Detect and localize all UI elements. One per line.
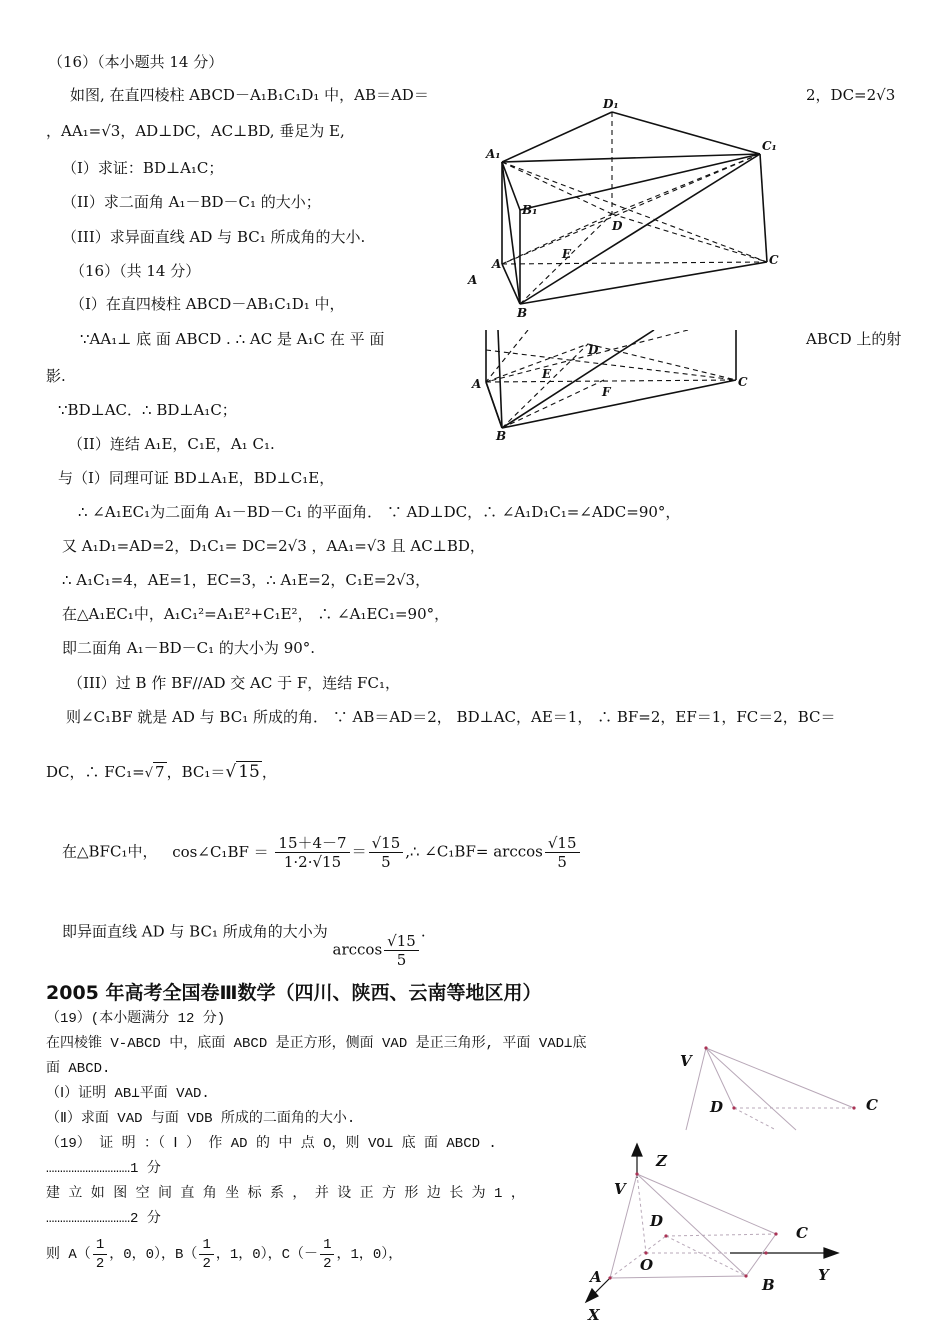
label-D: D — [650, 1212, 664, 1230]
solution-16-line: （II）连结 A₁E，C₁E，A₁ C₁. — [68, 435, 275, 453]
label-A: A — [492, 257, 502, 271]
label-A: A — [590, 1268, 602, 1286]
problem-16-question-3: （III）求异面直线 AD 与 BC₁ 所成角的大小. — [62, 228, 366, 246]
problem-19-score-1: …………………………1 分 — [46, 1161, 161, 1177]
label-B: B — [517, 306, 528, 320]
label-D1: D₁ — [603, 97, 619, 111]
label-C: C — [738, 375, 748, 389]
label-Z: Z — [656, 1152, 667, 1170]
exam-2005-heading: 2005 年高考全国卷Ⅲ数学（四川、陕西、云南等地区用） — [46, 982, 542, 1004]
solution-16-line-end: ABCD 上的射 — [806, 330, 902, 348]
problem-19-stem-2: 面 ABCD. — [46, 1061, 111, 1077]
problem-16-stem-1-end: 2，DC=2√3 — [806, 86, 896, 104]
label-C1: C₁ — [762, 139, 777, 153]
solution-16-final-line: 即异面直线 AD 与 BC₁ 所成角的大小为 arccos $\frac{√15}{5}$ . — [62, 922, 426, 969]
label-V: V — [680, 1052, 692, 1070]
label-B: B — [762, 1276, 775, 1294]
solution-16-line: ∴ A₁C₁=4，AE=1，EC=3，∴ A₁E=2，C₁E=2√3， — [62, 571, 431, 589]
problem-16-header: （16）（本小题共 14 分） — [48, 53, 224, 71]
problem-19-header: （19）(本小题满分 12 分) — [46, 1011, 226, 1027]
label-A-outer: A — [468, 273, 478, 287]
solution-16-line: ∴ ∠A₁EC₁为二面角 A₁－BD－C₁ 的平面角． ∵ AD⊥DC，∴ ∠A₁D₁C₁=∠ADC=90°， — [78, 503, 681, 521]
prism-figure — [462, 92, 792, 322]
label-X: X — [588, 1306, 600, 1324]
solution-16-cos-line: 在△BFC₁中， cos∠C₁BF ＝ $\frac{15+4-7}{1\cdot 2\cdot√15}$ ＝ $\frac{√15}{5}$ ,∴ ∠C₁BF= arccos $\frac{√15}{5}$ — [62, 834, 582, 871]
problem-16-question-1: （I）求证：BD⊥A₁C； — [62, 159, 224, 177]
label-C: C — [796, 1224, 808, 1242]
problem-16-stem-1: 如图, 在直四棱柱 ABCD－A₁B₁C₁D₁ 中，AB＝AD＝ — [70, 86, 429, 104]
solution-16-line: 影. — [46, 367, 66, 385]
problem-19-answer-2: 建 立 如 图 空 间 直 角 坐 标 系 ， 并 设 正 方 形 边 长 为 1 ， — [46, 1186, 525, 1202]
solution-16-line: 则∠C₁BF 就是 AD 与 BC₁ 所成的角． ∵ AB＝AD＝2， BD⊥AC，AE＝1， ∴ BF=2，EF＝1，FC＝2，BC＝ — [66, 708, 836, 726]
problem-19-score-2: …………………………2 分 — [46, 1211, 161, 1227]
solution-16-line: 即二面角 A₁－BD－C₁ 的大小为 90°. — [62, 639, 316, 657]
prism-partial-figure — [468, 330, 758, 442]
problem-19-question-2: （Ⅱ）求面 VAD 与面 VDB 所成的二面角的大小. — [46, 1111, 356, 1127]
label-Y: Y — [818, 1266, 829, 1284]
solution-16-header: （16）（共 14 分） — [70, 262, 201, 280]
label-O: O — [640, 1256, 654, 1274]
label-E: E — [562, 247, 572, 261]
solution-16-line: （III）过 B 作 BF//AD 交 AC 于 F，连结 FC₁， — [68, 674, 400, 692]
label-B: B — [496, 429, 507, 442]
label-D: D — [588, 343, 599, 357]
solution-16-line: 在△A₁EC₁中，A₁C₁²=A₁E²+C₁E²， ∴ ∠A₁EC₁=90°， — [62, 605, 450, 623]
solution-16-line: 又 A₁D₁=AD=2，D₁C₁= DC=2√3 ，AA₁=√3 且 AC⊥BD， — [62, 537, 485, 555]
label-A1: A₁ — [486, 147, 501, 161]
problem-19-question-1: （Ⅰ）证明 AB⊥平面 VAD. — [46, 1086, 210, 1102]
problem-19-coordinates: 则 A（ $\frac{1}{2}$ ，0，0），B（ $\frac{1}{2}$ ，1，0），C（－ $\frac{1}{2}$ ，1，0）， — [46, 1237, 403, 1272]
label-D: D — [612, 219, 623, 233]
label-F: F — [602, 385, 611, 399]
label-V: V — [614, 1180, 626, 1198]
pyramid-figure — [676, 1040, 886, 1132]
label-C: C — [769, 253, 779, 267]
solution-16-line: （I）在直四棱柱 ABCD－AB₁C₁D₁ 中， — [70, 295, 345, 313]
label-A: A — [472, 377, 482, 391]
problem-19-answer-1: （19） 证 明 ：（ Ⅰ ） 作 AD 的 中 点 O，则 VO⊥ 底 面 ABCD . — [46, 1136, 497, 1152]
label-C: C — [866, 1096, 878, 1114]
label-E: E — [542, 367, 552, 381]
problem-16-stem-2: ，AA₁=√3，AD⊥DC，AC⊥BD, 垂足为 E, — [46, 122, 345, 140]
solution-16-fc1-line: DC，∴ FC₁=√ 7 ，BC₁＝√ 15 ， — [46, 762, 277, 782]
label-B1: B₁ — [522, 203, 538, 217]
label-D: D — [710, 1098, 724, 1116]
coordinate-pyramid-figure — [580, 1142, 842, 1326]
problem-16-question-2: （II）求二面角 A₁－BD－C₁ 的大小； — [62, 193, 321, 211]
solution-16-line: ∵BD⊥AC．∴ BD⊥A₁C； — [58, 401, 237, 419]
solution-16-line: ∵AA₁⊥ 底 面 ABCD . ∴ AC 是 A₁C 在 平 面 — [80, 330, 385, 348]
solution-16-line: 与（I）同理可证 BD⊥A₁E，BD⊥C₁E， — [58, 469, 335, 487]
problem-19-stem-1: 在四棱锥 V-ABCD 中，底面 ABCD 是正方形，侧面 VAD 是正三角形, 平面 VAD⊥底 — [46, 1036, 587, 1052]
